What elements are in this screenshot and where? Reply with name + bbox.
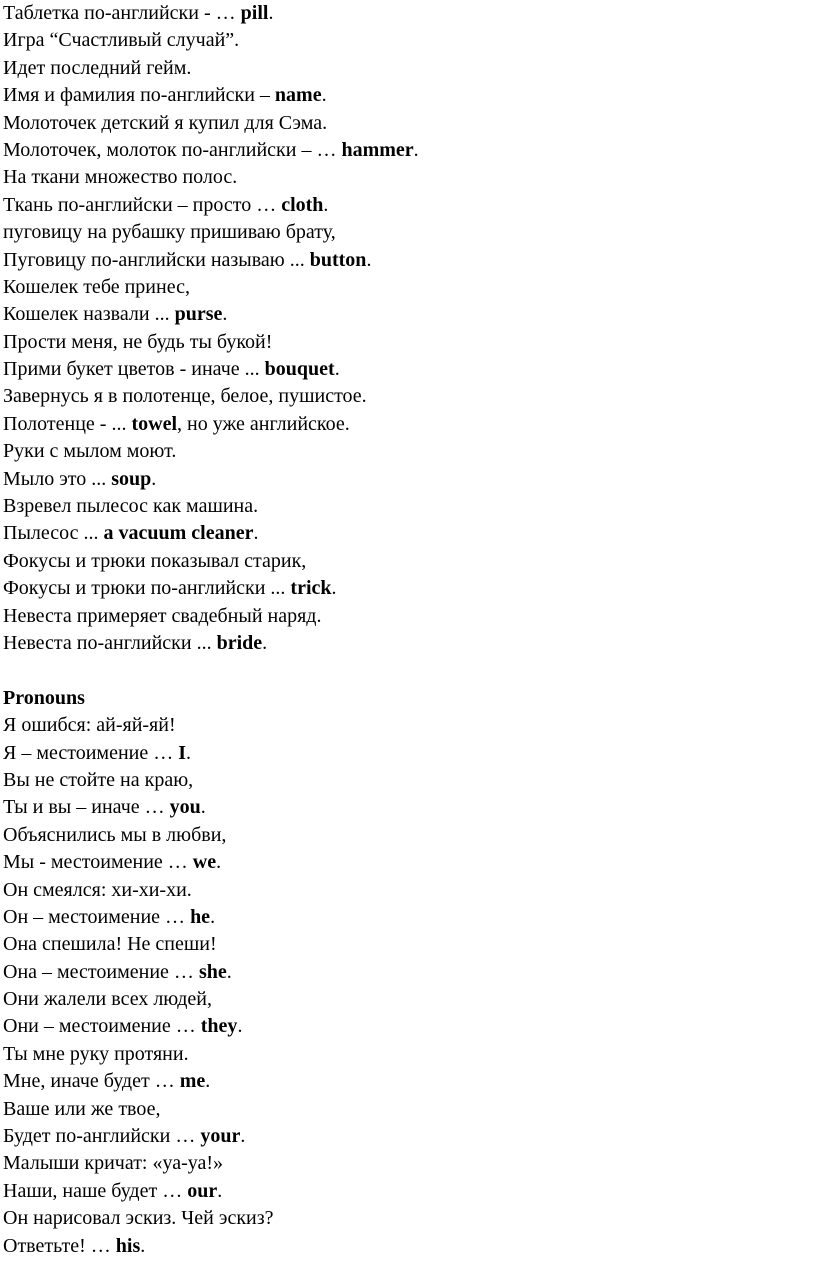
poem-line xyxy=(3,904,816,931)
poem-line xyxy=(3,986,816,1013)
line-suffix: . xyxy=(334,358,340,381)
line-text: Молоточек детский я купил для Сэма. xyxy=(3,111,328,134)
line-text: Имя и фамилия по-английски – xyxy=(3,84,275,107)
line-text: Объяснились мы в любви, xyxy=(3,823,227,846)
poem-line xyxy=(3,411,816,438)
english-word: button xyxy=(309,248,367,271)
line-suffix: . xyxy=(262,631,268,654)
poem-line xyxy=(3,931,816,958)
line-text: Мыло это ... xyxy=(3,467,112,490)
line-text: Она спешила! Не спеши! xyxy=(3,933,217,956)
english-word: she xyxy=(198,960,227,983)
line-suffix: . xyxy=(222,303,228,326)
english-word: hammer xyxy=(341,138,414,161)
poem-line xyxy=(3,877,816,904)
line-text: Он смеялся: хи-хи-хи. xyxy=(3,878,192,901)
line-text: Невеста по-английски ... xyxy=(3,631,217,654)
line-suffix: . xyxy=(151,467,157,490)
poem-line xyxy=(3,630,816,657)
english-word: cloth xyxy=(281,193,324,216)
poem-line xyxy=(3,192,816,219)
line-suffix: . xyxy=(200,796,206,819)
pronouns-section xyxy=(3,712,816,1260)
line-text: Вы не стойте на краю, xyxy=(3,768,194,791)
english-word: trick xyxy=(290,577,332,600)
poem-line xyxy=(3,274,816,301)
line-text: Фокусы и трюки показывал старик, xyxy=(3,549,307,572)
poem-line xyxy=(3,356,816,383)
poem-line xyxy=(3,740,816,767)
line-text: Я ошибся: ай-яй-яй! xyxy=(3,714,176,737)
poem-line xyxy=(3,849,816,876)
line-text: Руки с мылом моют. xyxy=(3,440,177,463)
english-word: soup xyxy=(111,467,152,490)
line-text: Молоточек, молоток по-английски – … xyxy=(3,138,342,161)
line-suffix: . xyxy=(331,577,337,600)
poem-line xyxy=(3,959,816,986)
poem-line xyxy=(3,794,816,821)
line-suffix: . xyxy=(240,1125,246,1148)
poem-line xyxy=(3,466,816,493)
line-suffix: . xyxy=(413,138,419,161)
poem-line xyxy=(3,137,816,164)
line-text: Таблетка по-английски - … xyxy=(3,2,241,24)
poem-line xyxy=(3,712,816,739)
line-suffix: . xyxy=(253,522,259,545)
poem-line xyxy=(3,247,816,274)
english-word: bouquet xyxy=(264,358,335,381)
line-text: Он – местоимение … xyxy=(3,905,191,928)
line-text: Она – местоимение … xyxy=(3,960,199,983)
line-suffix: . xyxy=(323,193,329,216)
line-text: Мы - местоимение … xyxy=(3,851,193,874)
english-word: towel xyxy=(131,412,178,435)
line-text: Ответьте! … xyxy=(3,1234,116,1257)
line-text: Фокусы и трюки по-английски ... xyxy=(3,577,291,600)
poem-line xyxy=(3,822,816,849)
english-word: I xyxy=(178,741,187,764)
poem-line xyxy=(3,301,816,328)
line-suffix: . xyxy=(216,851,222,874)
poem-line xyxy=(3,548,816,575)
poem-line xyxy=(3,1096,816,1123)
poem-line xyxy=(3,603,816,630)
poem-line xyxy=(3,164,816,191)
pronouns-heading: Pronouns xyxy=(3,686,85,709)
poem-line xyxy=(3,1123,816,1150)
line-text: Полотенце - ... xyxy=(3,412,132,435)
poem-line xyxy=(3,1068,816,1095)
english-word: bride xyxy=(216,631,263,654)
line-text: пуговицу на рубашку пришиваю брату, xyxy=(3,221,336,244)
english-word: we xyxy=(192,851,217,874)
line-suffix: . xyxy=(268,2,274,24)
line-text: Мне, иначе будет … xyxy=(3,1070,180,1093)
line-text: Невеста примеряет свадебный наряд. xyxy=(3,604,322,627)
poem-line xyxy=(3,575,816,602)
line-text: На ткани множество полос. xyxy=(3,166,238,189)
english-word: your xyxy=(200,1125,241,1148)
poem-line xyxy=(3,1041,816,1068)
line-text: Пылесос ... xyxy=(3,522,104,545)
line-text: Ткань по-английски – просто … xyxy=(3,193,282,216)
english-word: me xyxy=(179,1070,206,1093)
line-text: Прости меня, не будь ты букой! xyxy=(3,330,273,353)
english-word: he xyxy=(190,905,211,928)
poem-line xyxy=(3,82,816,109)
poem-line xyxy=(3,219,816,246)
poem-line xyxy=(3,438,816,465)
line-text: Игра “Счастливый случай”. xyxy=(3,29,240,52)
vocabulary-section xyxy=(3,0,816,657)
poem-line xyxy=(3,110,816,137)
line-suffix: . xyxy=(237,1015,243,1038)
line-suffix: . xyxy=(186,741,192,764)
line-suffix: . xyxy=(205,1070,211,1093)
line-text: Ваше или же твое, xyxy=(3,1097,161,1120)
poem-line xyxy=(3,55,816,82)
line-suffix: , но уже английское. xyxy=(177,412,350,435)
line-suffix: . xyxy=(217,1179,223,1202)
english-word: they xyxy=(200,1015,238,1038)
line-text: Ты и вы – иначе … xyxy=(3,796,170,819)
english-word: pill xyxy=(240,2,269,24)
poem-line xyxy=(3,1233,816,1260)
line-suffix: . xyxy=(210,905,216,928)
line-text: Пуговицу по-английски называю ... xyxy=(3,248,310,271)
line-text: Кошелек назвали ... xyxy=(3,303,175,326)
line-text: Будет по-английски … xyxy=(3,1125,201,1148)
poem-line xyxy=(3,0,816,27)
english-word: his xyxy=(115,1234,141,1257)
poem-line xyxy=(3,1150,816,1177)
english-word: our xyxy=(187,1179,218,1202)
line-suffix: . xyxy=(226,960,232,983)
poem-line xyxy=(3,493,816,520)
line-text: Завернусь я в полотенце, белое, пушистое. xyxy=(3,385,367,408)
poem-line xyxy=(3,520,816,547)
line-text: Прими букет цветов - иначе ... xyxy=(3,358,265,381)
english-word: name xyxy=(274,84,322,107)
poem-line xyxy=(3,767,816,794)
line-text: Кошелек тебе принес, xyxy=(3,275,190,298)
poem-line xyxy=(3,383,816,410)
english-word: you xyxy=(169,796,201,819)
blank-line xyxy=(3,657,816,684)
english-word: purse xyxy=(174,303,223,326)
line-text: Ты мне руку протяни. xyxy=(3,1042,189,1065)
poem-line xyxy=(3,1013,816,1040)
line-text: Наши, наше будет … xyxy=(3,1179,188,1202)
line-text: Я – местоимение … xyxy=(3,741,179,764)
line-text: Он нарисовал эскиз. Чей эскиз? xyxy=(3,1207,274,1230)
line-suffix: . xyxy=(366,248,372,271)
line-suffix: . xyxy=(140,1234,146,1257)
line-text: Они жалели всех людей, xyxy=(3,988,212,1011)
line-text: Малыши кричат: «уа-уа!» xyxy=(3,1152,224,1175)
poem-line xyxy=(3,1205,816,1232)
poem-line xyxy=(3,27,816,54)
poem-line xyxy=(3,1178,816,1205)
english-word: a vacuum cleaner xyxy=(103,522,254,545)
line-text: Они – местоимение … xyxy=(3,1015,201,1038)
line-text: Взревел пылесос как машина. xyxy=(3,495,259,518)
line-text: Идет последний гейм. xyxy=(3,56,192,79)
line-suffix: . xyxy=(321,84,327,107)
poem-line xyxy=(3,329,816,356)
